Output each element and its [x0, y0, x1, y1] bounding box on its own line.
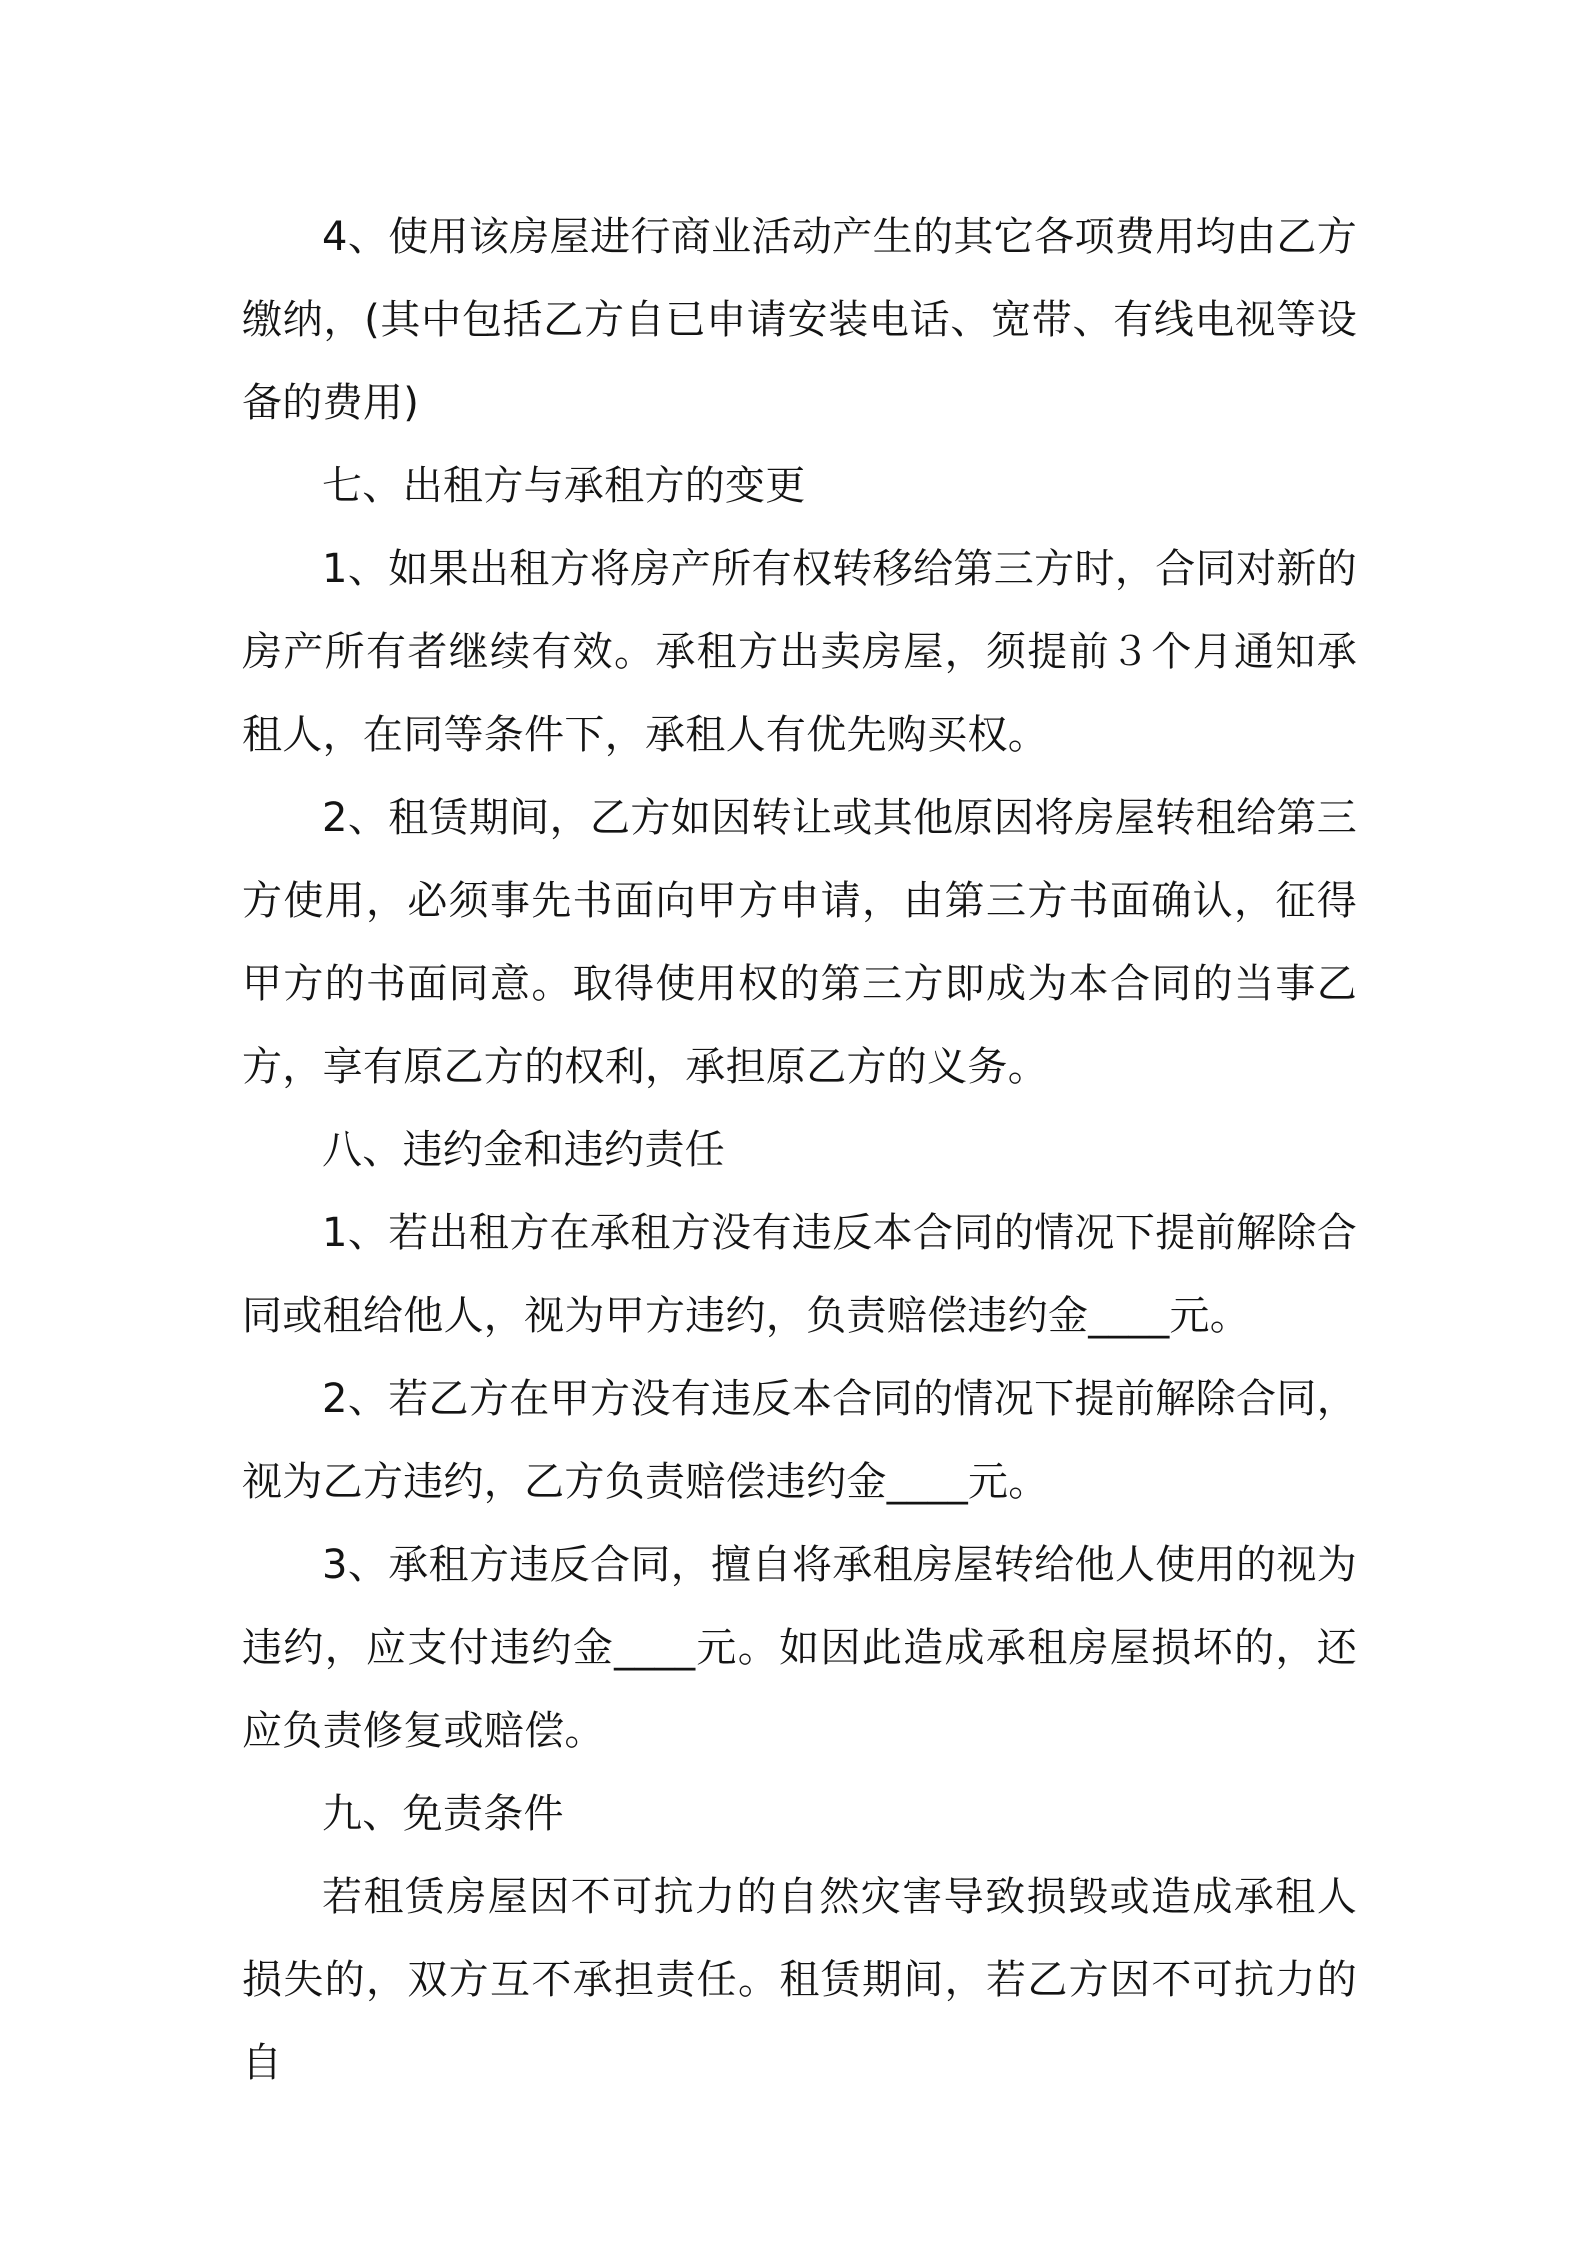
section-heading-7: 七、出租方与承租方的变更 [322, 463, 806, 509]
paragraph-clause-7-1: 1、如果出租方将房产所有权转移给第三方时，合同对新的房产所有者继续有效。承租方出卖房屋，须提前３个月通知承租人，在同等条件下，承租人有优先购买权。 [242, 546, 1357, 758]
paragraph-clause-8-1: 1、若出租方在承租方没有违反本合同的情况下提前解除合同或租给他人，视为甲方违约，负责赔偿违约金____元。 [242, 1210, 1357, 1339]
paragraph-clause-8-2: 2、若乙方在甲方没有违反本合同的情况下提前解除合同，视为乙方违约，乙方负责赔偿违约金____元。 [242, 1376, 1357, 1505]
paragraph-clause-8-3: 3、承租方违反合同，擅自将承租房屋转给他人使用的视为违约，应支付违约金____元。如因此造成承租房屋损坏的，还应负责修复或赔偿。 [242, 1542, 1357, 1754]
section-heading-8: 八、违约金和违约责任 [322, 1127, 725, 1173]
section-heading-9: 九、免责条件 [322, 1791, 564, 1837]
paragraph-clause-4-expenses: 4、使用该房屋进行商业活动产生的其它各项费用均由乙方缴纳，(其中包括乙方自已申请安装电话、宽带、有线电视等设备的费用) [242, 214, 1357, 426]
paragraph-clause-7-2: 2、租赁期间，乙方如因转让或其他原因将房屋转租给第三方使用，必须事先书面向甲方申请，由第三方书面确认，征得甲方的书面同意。取得使用权的第三方即成为本合同的当事乙方，享有原乙方的权利，承担原乙方的义务。 [242, 795, 1357, 1090]
paragraph-clause-9: 若租赁房屋因不可抗力的自然灾害导致损毁或造成承租人损失的，双方互不承担责任。租赁期间，若乙方因不可抗力的自 [242, 1874, 1357, 2086]
document-body [242, 196, 1357, 2105]
